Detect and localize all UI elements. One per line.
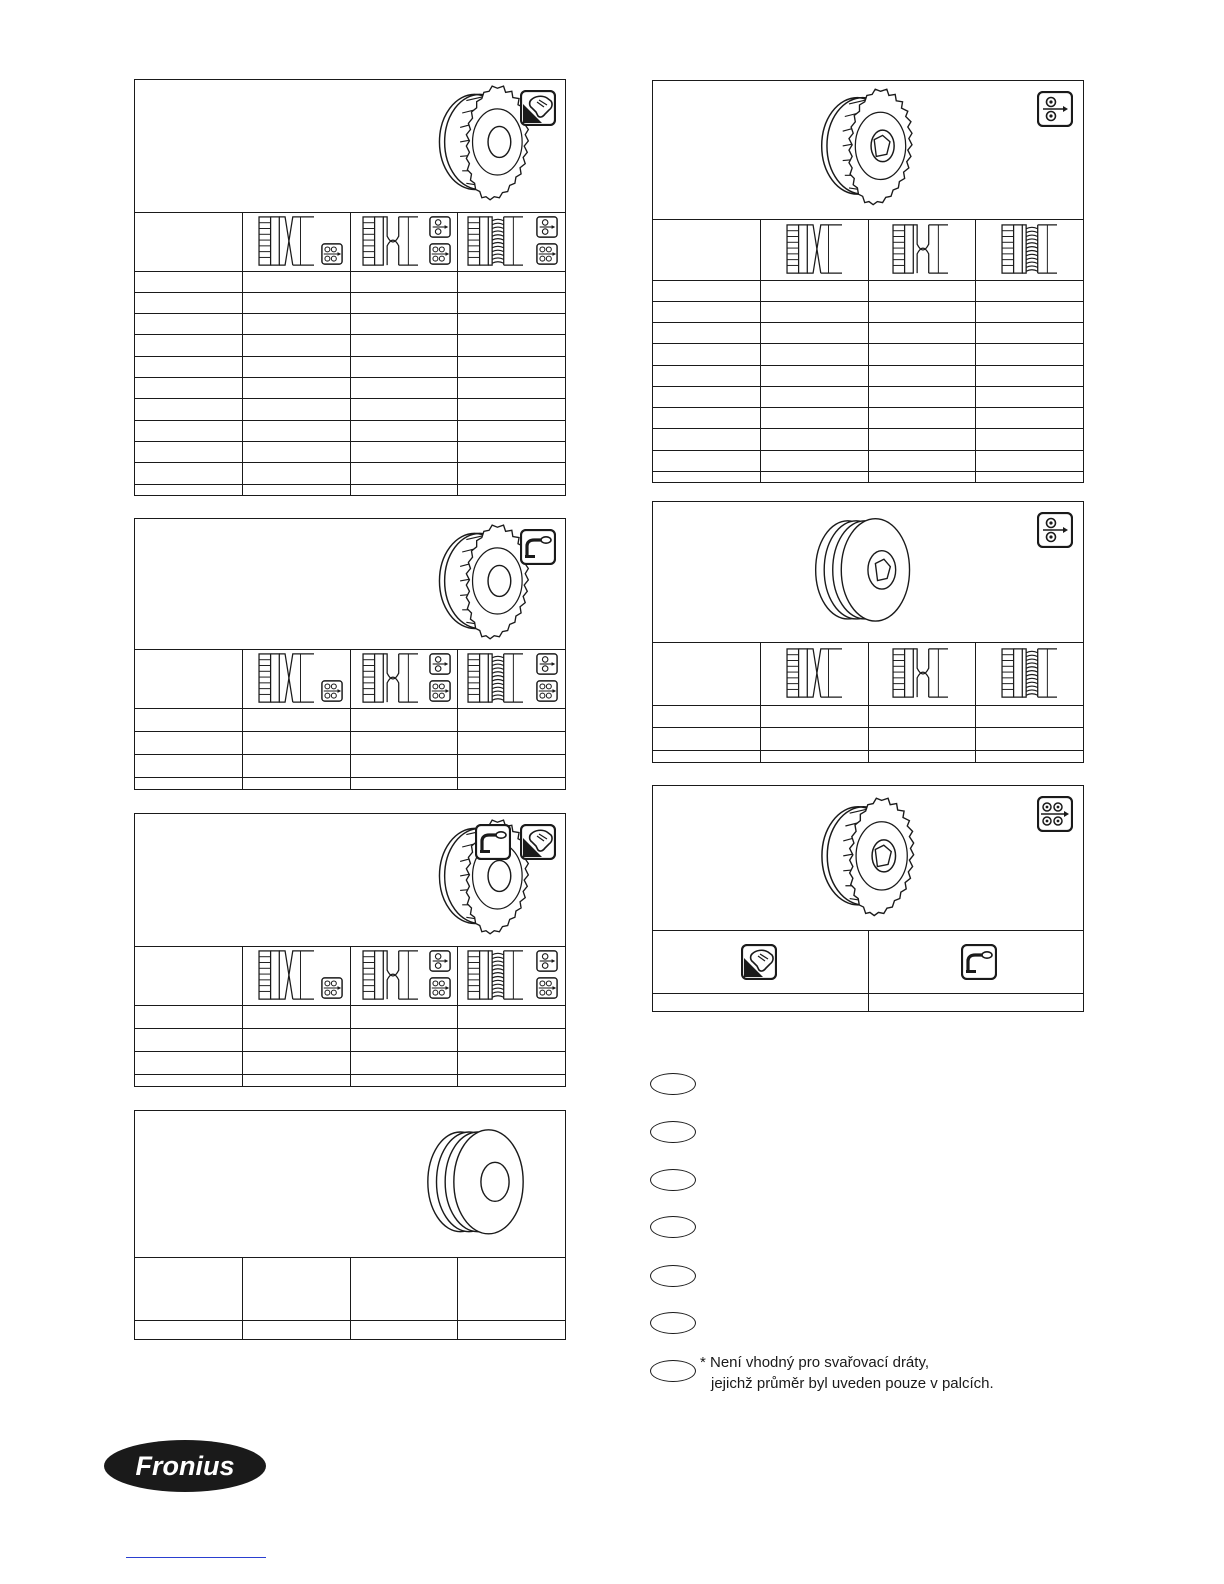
torch-icon [475, 824, 511, 860]
hand-icon [520, 824, 556, 860]
knurled-groove-header [976, 220, 1084, 280]
hand-icon [741, 944, 777, 980]
drive-roll-panel-7 [652, 785, 1084, 1012]
table-row [135, 463, 565, 484]
u-groove-header [350, 947, 458, 1005]
knurled-groove-profile-icon [1000, 223, 1060, 277]
footnote-line-2: jejichž průměr byl uveden pouze v palcích. [711, 1375, 994, 1392]
u-groove-profile-icon [891, 647, 951, 701]
toothed-gear-keyed-roll-image [807, 85, 933, 211]
language-code-oval [650, 1073, 696, 1095]
v-groove-profile-icon [257, 215, 317, 269]
language-code-oval [650, 1169, 696, 1191]
u-groove-header [350, 650, 458, 708]
drive-roll-panel-6 [652, 501, 1084, 763]
table-row [135, 754, 565, 777]
table-row [135, 708, 565, 731]
table-row [135, 356, 565, 377]
table-row [653, 751, 1083, 762]
two-roll-feed-icon [1037, 91, 1073, 127]
table-row [653, 450, 1083, 471]
drive-roll-table [653, 642, 1083, 762]
u-groove-header [868, 220, 976, 280]
table-row [653, 471, 1083, 482]
two-roll-feed-icon [429, 653, 451, 675]
v-groove-header [243, 213, 351, 271]
table-row [653, 705, 1083, 728]
four-roll-feed-icon [429, 977, 451, 999]
u-groove-profile-icon [361, 652, 421, 706]
four-roll-feed-icon [321, 977, 343, 999]
v-groove-header [761, 220, 869, 280]
knurled-groove-profile-icon [466, 652, 526, 706]
four-roll-feed-icon [536, 977, 558, 999]
plain-roll-image [417, 1119, 547, 1249]
fronius-logo [103, 1438, 267, 1494]
drive-roll-illustration [653, 81, 1083, 219]
u-groove-header [868, 643, 976, 705]
knurled-groove-header [458, 947, 566, 1005]
svg-text:Fronius: Fronius [135, 1451, 235, 1481]
drive-roll-panel-2 [134, 518, 566, 790]
drive-roll-illustration [653, 786, 1083, 930]
knurled-groove-profile-icon [466, 949, 526, 1003]
language-code-oval [650, 1265, 696, 1287]
drive-roll-illustration [135, 519, 565, 649]
torch-header [868, 931, 1083, 993]
knurled-groove-header [976, 643, 1084, 705]
toothed-gear-keyed-roll-image [807, 794, 935, 922]
u-groove-header [350, 213, 458, 271]
table-row [135, 378, 565, 399]
v-groove-profile-icon [257, 949, 317, 1003]
drive-roll-illustration [135, 814, 565, 946]
table-row [135, 314, 565, 335]
table-header-cell [350, 1258, 458, 1320]
language-code-oval [650, 1360, 696, 1382]
drive-roll-illustration [135, 1111, 565, 1257]
table-row [135, 1051, 565, 1074]
torch-icon [961, 944, 997, 980]
table-header-cell [135, 650, 243, 708]
drive-roll-table [135, 1257, 565, 1339]
v-groove-profile-icon [785, 223, 845, 277]
table-header-cell [135, 947, 243, 1005]
knurled-groove-profile-icon [466, 215, 526, 269]
v-groove-header [761, 643, 869, 705]
table-row [653, 365, 1083, 386]
four-roll-feed-icon [429, 680, 451, 702]
u-groove-profile-icon [891, 223, 951, 277]
language-code-oval [650, 1312, 696, 1334]
table-row [135, 292, 565, 313]
table-header-cell [653, 220, 761, 280]
four-roll-feed-icon [321, 243, 343, 265]
table-row [653, 728, 1083, 751]
table-row [653, 386, 1083, 407]
torch-icon [520, 529, 556, 565]
table-header-cell [458, 1258, 566, 1320]
table-row [135, 1074, 565, 1086]
knurled-groove-header [458, 213, 566, 271]
four-roll-feed-icon [536, 680, 558, 702]
table-row [135, 777, 565, 789]
plain-keyed-roll-image [805, 508, 933, 636]
table-header-cell [135, 1258, 243, 1320]
table-row [135, 484, 565, 495]
table-row [135, 399, 565, 420]
v-groove-header [243, 650, 351, 708]
drive-roll-table [653, 930, 1083, 1011]
drive-roll-panel-4 [134, 1110, 566, 1340]
footnote-line-1: * Není vhodný pro svařovací dráty, [700, 1354, 929, 1371]
table-header-cell [653, 643, 761, 705]
table-row [135, 271, 565, 292]
drive-roll-table [135, 212, 565, 495]
u-groove-profile-icon [361, 949, 421, 1003]
hand-icon [520, 90, 556, 126]
table-row [135, 335, 565, 356]
two-roll-feed-icon [536, 653, 558, 675]
table-row [135, 442, 565, 463]
language-code-oval [650, 1216, 696, 1238]
drive-roll-table [653, 219, 1083, 482]
table-row [653, 344, 1083, 365]
four-roll-feed-icon [429, 243, 451, 265]
language-code-oval [650, 1121, 696, 1143]
knurled-groove-header [458, 650, 566, 708]
table-row [135, 731, 565, 754]
two-roll-feed-icon [429, 950, 451, 972]
v-groove-profile-icon [785, 647, 845, 701]
table-row [653, 323, 1083, 344]
table-row [135, 1320, 565, 1339]
table-row [135, 1005, 565, 1028]
u-groove-profile-icon [361, 215, 421, 269]
table-row [653, 993, 1083, 1011]
drive-roll-panel-1 [134, 79, 566, 496]
drive-roll-illustration [653, 502, 1083, 642]
table-row [653, 429, 1083, 450]
drive-roll-panel-5 [652, 80, 1084, 483]
two-roll-feed-icon [536, 216, 558, 238]
table-header-cell [135, 213, 243, 271]
knurled-groove-profile-icon [1000, 647, 1060, 701]
v-groove-profile-icon [257, 652, 317, 706]
four-roll-feed-icon [536, 243, 558, 265]
hand-header [653, 931, 868, 993]
table-header-cell [243, 1258, 351, 1320]
footer-link-underline[interactable] [126, 1556, 266, 1558]
table-row [653, 280, 1083, 301]
table-row [653, 408, 1083, 429]
two-roll-feed-icon [429, 216, 451, 238]
table-row [653, 301, 1083, 322]
drive-roll-table [135, 649, 565, 789]
table-row [135, 420, 565, 441]
drive-roll-table [135, 946, 565, 1086]
two-roll-feed-icon [1037, 512, 1073, 548]
drive-roll-illustration [135, 80, 565, 212]
two-roll-feed-icon [536, 950, 558, 972]
v-groove-header [243, 947, 351, 1005]
four-roll-feed-icon [321, 680, 343, 702]
four-roll-feed-icon [1037, 796, 1073, 832]
drive-roll-panel-3 [134, 813, 566, 1087]
table-row [135, 1028, 565, 1051]
